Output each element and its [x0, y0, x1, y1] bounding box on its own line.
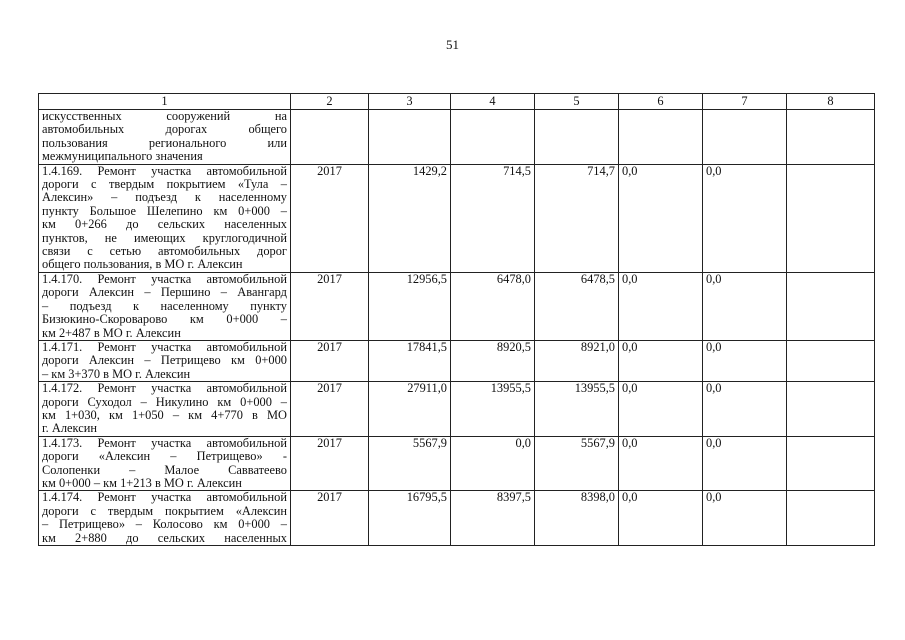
table-row	[39, 340, 875, 381]
text-line: 1.4.171. Ремонт участка автомобильной	[42, 339, 287, 354]
text-line: связи с сетью автомобильных дорог	[42, 244, 287, 259]
col-header-7: 7	[703, 94, 787, 110]
cell-col4: 13955,5	[451, 382, 535, 437]
text-line: дороги с твердым покрытием «Тула –	[42, 177, 287, 192]
text-line: 1.4.172. Ремонт участка автомобильной	[42, 381, 287, 396]
text-line: км 0+000 – км 1+213 в МО г. Алексин	[42, 475, 242, 490]
text-line: пунктов, не имеющих круглогодичной	[42, 230, 287, 245]
page-number: 51	[446, 37, 459, 52]
text-line: 1.4.169. Ремонт участка автомобильной	[42, 163, 287, 178]
row-description	[39, 491, 291, 546]
col-header-3: 3	[369, 94, 451, 110]
cell-total: 12956,5	[369, 272, 451, 340]
cell-col4: 8920,5	[451, 340, 535, 381]
text-line: общего пользования, в МО г. Алексин	[42, 257, 243, 272]
cell-year: 2017	[291, 382, 369, 437]
cell-col4: 8397,5	[451, 491, 535, 546]
text-line: км 0+266 до сельских населенных	[42, 217, 287, 232]
cell-col7: 0,0	[703, 164, 787, 272]
text-line: 1.4.174. Ремонт участка автомобильной	[42, 490, 287, 505]
text-line: дороги Алексин – Першино – Авангард	[42, 285, 287, 300]
cell-col8	[787, 491, 875, 546]
cell-total: 27911,0	[369, 382, 451, 437]
cell-col6: 0,0	[619, 491, 703, 546]
text-line: искусственных сооружений на	[42, 109, 287, 123]
text-line: Солопенки – Малое Савватеево	[42, 462, 287, 477]
text-line: дороги Суходол – Никулино км 0+000 –	[42, 394, 287, 409]
cell-col4: 714,5	[451, 164, 535, 272]
cell-col7: 0,0	[703, 340, 787, 381]
text-line: 1.4.173. Ремонт участка автомобильной	[42, 435, 287, 450]
cell-col6: 0,0	[619, 272, 703, 340]
cell-total: 1429,2	[369, 164, 451, 272]
col-header-8: 8	[787, 94, 875, 110]
col-header-2: 2	[291, 94, 369, 110]
column-number-row	[39, 94, 875, 110]
cell-col5: 8398,0	[535, 491, 619, 546]
cell-col7: 0,0	[703, 272, 787, 340]
cell-col6: 0,0	[619, 340, 703, 381]
table-row	[39, 382, 875, 437]
row-description	[39, 382, 291, 437]
text-line: – подъезд к населенному пункту	[42, 298, 287, 313]
cell-year: 2017	[291, 272, 369, 340]
text-line: автомобильных дорогах общего	[42, 122, 287, 137]
cell-year: 2017	[291, 164, 369, 272]
continuation-text	[39, 110, 291, 165]
cell-col4: 6478,0	[451, 272, 535, 340]
text-line: Алексин» – подъезд к населенному	[42, 190, 287, 205]
cell-year: 2017	[291, 436, 369, 491]
cell-col7: 0,0	[703, 491, 787, 546]
cell-col8	[787, 382, 875, 437]
text-line: – км 3+370 в МО г. Алексин	[42, 366, 191, 381]
cell-col8	[787, 272, 875, 340]
col-header-1: 1	[39, 94, 291, 110]
col-header-5: 5	[535, 94, 619, 110]
cell-col8	[787, 164, 875, 272]
text-line: 1.4.170. Ремонт участка автомобильной	[42, 271, 287, 286]
cell-col5: 714,7	[535, 164, 619, 272]
cell-col7: 0,0	[703, 436, 787, 491]
cell-col6: 0,0	[619, 382, 703, 437]
continuation-row	[39, 110, 875, 165]
text-line: дороги «Алексин – Петрищево» -	[42, 449, 287, 464]
cell-year: 2017	[291, 491, 369, 546]
text-line: Бизюкино-Скороварово км 0+000 –	[42, 312, 287, 327]
cell-total: 17841,5	[369, 340, 451, 381]
cell-col5: 13955,5	[535, 382, 619, 437]
text-line: дороги с твердым покрытием «Алексин	[42, 503, 287, 518]
text-line: км 1+030, км 1+050 – км 4+770 в МО	[42, 407, 287, 422]
text-line: межмуниципального значения	[42, 149, 203, 164]
table-row	[39, 272, 875, 340]
text-line: км 2+880 до сельских населенных	[42, 530, 287, 545]
cell-col6: 0,0	[619, 164, 703, 272]
text-line: дороги Алексин – Петрищево км 0+000	[42, 353, 287, 368]
text-line: – Петрищево» – Колосово км 0+000 –	[42, 517, 287, 532]
cell-col6: 0,0	[619, 436, 703, 491]
row-description	[39, 164, 291, 272]
cell-col5: 5567,9	[535, 436, 619, 491]
cell-col4: 0,0	[451, 436, 535, 491]
cell-total: 16795,5	[369, 491, 451, 546]
col-header-6: 6	[619, 94, 703, 110]
cell-total: 5567,9	[369, 436, 451, 491]
text-line: км 2+487 в МО г. Алексин	[42, 325, 181, 340]
col-header-4: 4	[451, 94, 535, 110]
text-line: г. Алексин	[42, 421, 97, 436]
text-line: пункту Большое Шелепино км 0+000 –	[42, 203, 287, 218]
program-table	[38, 93, 875, 546]
text-line: пользования регионального или	[42, 135, 287, 150]
cell-col8	[787, 436, 875, 491]
cell-col5: 6478,5	[535, 272, 619, 340]
row-description	[39, 272, 291, 340]
cell-year: 2017	[291, 340, 369, 381]
cell-col8	[787, 340, 875, 381]
row-description	[39, 436, 291, 491]
cell-col7: 0,0	[703, 382, 787, 437]
row-description	[39, 340, 291, 381]
table-row	[39, 491, 875, 546]
table-row	[39, 436, 875, 491]
cell-col5: 8921,0	[535, 340, 619, 381]
table-row	[39, 164, 875, 272]
